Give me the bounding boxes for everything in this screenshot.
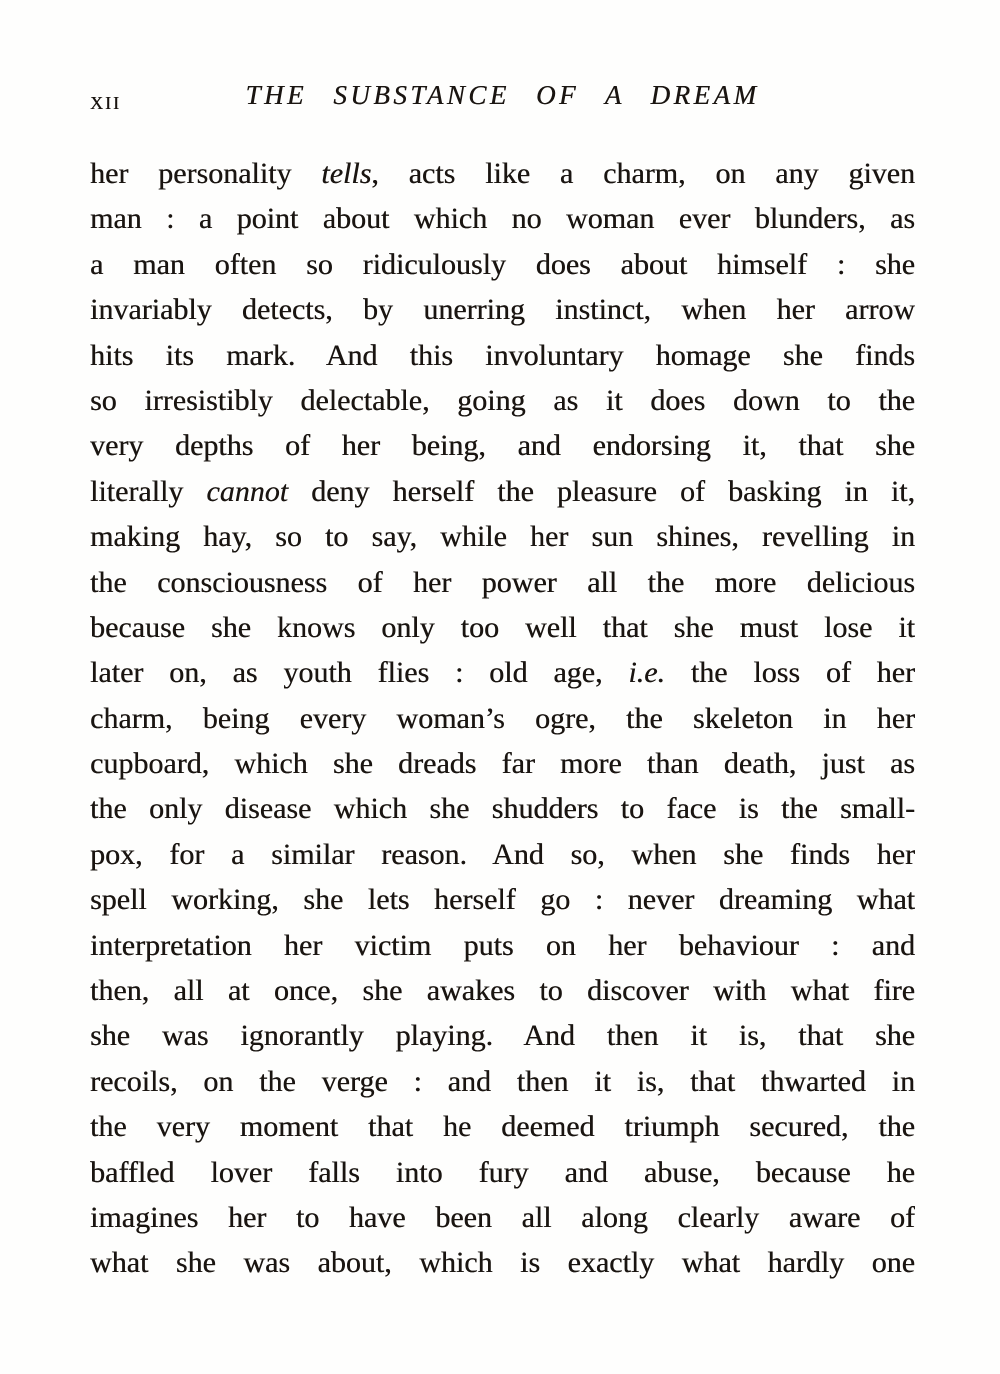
text-run: a man often so ridiculously does about himself : she: [90, 247, 915, 281]
text-line: [90, 696, 915, 741]
text-line: [90, 287, 915, 332]
text-run: because she knows only too well that she must lose it: [90, 610, 915, 644]
text-run: the loss of her: [664, 656, 915, 690]
text-line: [90, 832, 915, 877]
text-line: [90, 1013, 915, 1058]
text-run: baffled lover falls into fury and abuse, because he: [90, 1155, 915, 1189]
text-line: [90, 151, 915, 196]
page-number: xii: [90, 86, 121, 115]
text-line: [90, 1240, 915, 1285]
text-line: [90, 560, 915, 605]
italic-run: tells: [321, 157, 372, 190]
text-run: imagines her to have been all along clearly aware of: [90, 1200, 915, 1234]
text-run: spell working, she lets herself go : never dreaming what: [90, 883, 915, 917]
text-line: [90, 1104, 915, 1149]
page-header: [90, 80, 915, 115]
text-run: making hay, so to say, while her sun shines, revelling in: [90, 520, 915, 554]
text-run: charm, being every woman’s ogre, the skeleton in her: [90, 701, 915, 735]
text-run: literally: [90, 474, 207, 508]
text-line: [90, 196, 915, 241]
text-line: [90, 968, 915, 1013]
text-run: later on, as youth flies : old age,: [90, 656, 629, 690]
text-run: hits its mark. And this involuntary homage she finds: [90, 338, 915, 372]
text-line: [90, 650, 915, 695]
text-line: [90, 877, 915, 922]
text-run: invariably detects, by unerring instinct, when her arrow: [90, 293, 915, 327]
text-run: , acts like a charm, on any given: [371, 157, 915, 190]
text-run: then, all at once, she awakes to discover with what fire: [90, 974, 915, 1008]
text-run: what she was about, which is exactly what hardly one: [90, 1246, 915, 1280]
text-line: [90, 242, 915, 287]
text-run: recoils, on the verge : and then it is, that thwarted in: [90, 1064, 915, 1098]
text-run: she was ignorantly playing. And then it is, that she: [90, 1019, 915, 1053]
running-title: THE SUBSTANCE OF A DREAM: [245, 80, 760, 110]
italic-run: cannot: [206, 474, 289, 508]
text-line: [90, 378, 915, 423]
text-run: man : a point about which no woman ever blunders, as: [90, 202, 915, 236]
text-run: so irresistibly delectable, going as it does down to the: [90, 383, 915, 417]
text-run: the only disease which she shudders to face is the small-: [90, 792, 915, 826]
text-run: the consciousness of her power all the more delicious: [90, 565, 915, 599]
text-run: cupboard, which she dreads far more than death, just as: [90, 747, 915, 781]
text-run: the very moment that he deemed triumph secured, the: [90, 1110, 915, 1144]
text-line: [90, 469, 915, 514]
text-run: very depths of her being, and endorsing it, that she: [90, 429, 915, 463]
text-line: [90, 1195, 915, 1240]
text-run: pox, for a similar reason. And so, when she finds her: [90, 837, 915, 871]
text-line: [90, 786, 915, 831]
text-run: deny herself the pleasure of basking in it,: [288, 474, 915, 508]
text-line: [90, 1059, 915, 1104]
text-line: [90, 423, 915, 468]
text-line: [90, 333, 915, 378]
page-body: [90, 151, 915, 1286]
text-run: interpretation her victim puts on her behaviour : and: [90, 928, 915, 962]
text-line: [90, 923, 915, 968]
text-line: [90, 605, 915, 650]
italic-run: i.e.: [628, 656, 665, 690]
text-line: [90, 741, 915, 786]
text-line: [90, 514, 915, 559]
text-line: [90, 1150, 915, 1195]
text-run: her personality: [90, 157, 322, 190]
